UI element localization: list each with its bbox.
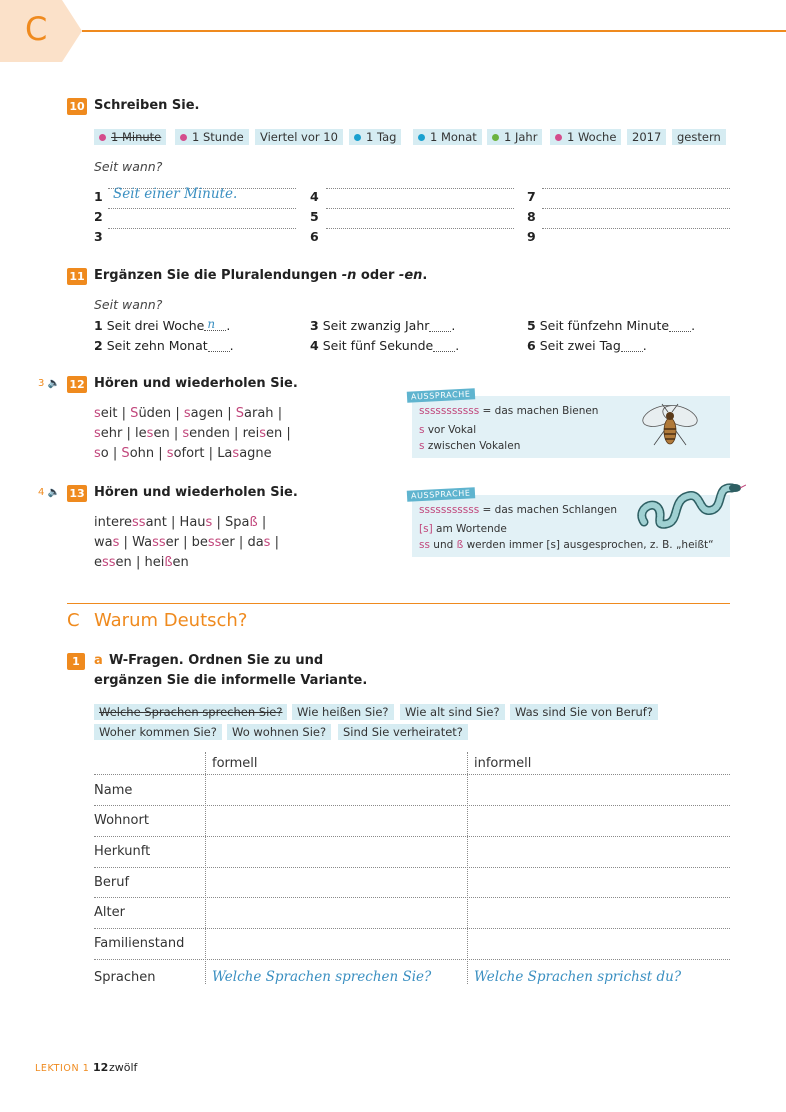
section-c-title: Warum Deutsch? xyxy=(94,610,248,631)
chip-sind-verheiratet[interactable]: Sind Sie verheiratet? xyxy=(338,724,468,740)
chip-was-beruf[interactable]: Was sind Sie von Beruf? xyxy=(510,704,658,720)
header-rule xyxy=(82,30,786,32)
ex11-item-2: 2 Seit zehn Monat . xyxy=(94,338,234,353)
box-line: sssssssssss = das machen Bienen xyxy=(419,405,599,417)
fill-blank[interactable] xyxy=(669,321,691,332)
row-label-sprachen: Sprachen xyxy=(94,970,156,985)
fill-blank[interactable] xyxy=(208,341,230,352)
ex10-question: Seit wann? xyxy=(94,159,163,174)
chip-viertel-vor-10[interactable]: Viertel vor 10 xyxy=(255,129,343,145)
line-number: 5 xyxy=(310,209,319,224)
chip-dot xyxy=(180,134,187,141)
fill-blank[interactable] xyxy=(621,341,643,352)
section-tab-letter: C xyxy=(25,10,48,48)
exercise-12-title: Hören und wiederholen Sie. xyxy=(94,376,298,391)
row-label-familienstand: Familienstand xyxy=(94,936,185,951)
row-label-alter: Alter xyxy=(94,905,125,920)
chip-dot xyxy=(418,134,425,141)
line-number: 7 xyxy=(527,189,536,204)
table-rule xyxy=(94,959,730,960)
box-line: sssssssssss = das machen Schlangen xyxy=(419,504,617,516)
ex11-question: Seit wann? xyxy=(94,297,163,312)
answer-line-2[interactable] xyxy=(108,208,296,209)
answer-line-5[interactable] xyxy=(326,208,514,209)
chip-wie-alt[interactable]: Wie alt sind Sie? xyxy=(400,704,505,720)
exercise-1-title-line1: W-Fragen. Ordnen Sie zu und xyxy=(109,653,324,668)
ex12-row-3: so | Sohn | sofort | Lasagne xyxy=(94,446,272,461)
audio-track-13[interactable]: 4 🔈 xyxy=(38,487,61,498)
ex10-chip-row xyxy=(94,129,734,145)
ex11-item-6: 6 Seit zwei Tag . xyxy=(527,338,647,353)
chip-1-woche[interactable]: 1 Woche xyxy=(550,129,621,145)
chip-1-jahr[interactable]: 1 Jahr xyxy=(487,129,542,145)
exercise-number-10: 10 xyxy=(67,98,87,115)
line-number: 8 xyxy=(527,209,536,224)
chip-1-tag[interactable]: 1 Tag xyxy=(349,129,401,145)
chip-1-minute[interactable]: 1 Minute xyxy=(94,129,166,145)
ex11-item-1: 1 Seit drei Woche n . xyxy=(94,317,231,333)
box-line: ss und ß werden immer [s] ausgesprochen, z. B. „heißt“ xyxy=(419,539,714,551)
line-number: 3 xyxy=(94,229,103,244)
exercise-11-title: Ergänzen Sie die Pluralendungen -n oder -en. xyxy=(94,268,428,283)
exercise-13-title: Hören und wiederholen Sie. xyxy=(94,485,298,500)
chip-2017[interactable]: 2017 xyxy=(627,129,666,145)
chip-dot xyxy=(99,134,106,141)
table-rule xyxy=(94,897,730,898)
chip-wo-wohnen[interactable]: Wo wohnen Sie? xyxy=(227,724,331,740)
box-line: [s] am Wortende xyxy=(419,523,507,535)
footer-page-number: 12 xyxy=(93,1061,109,1074)
footer-page-word: zwölf xyxy=(109,1061,138,1074)
answer-line-8[interactable] xyxy=(542,208,730,209)
line-number: 4 xyxy=(310,189,319,204)
row-label-wohnort: Wohnort xyxy=(94,813,149,828)
footer-lesson: LEKTION 1 xyxy=(35,1063,90,1074)
chip-1-stunde[interactable]: 1 Stunde xyxy=(175,129,249,145)
exercise-number-12: 12 xyxy=(67,376,87,393)
fill-blank[interactable]: n xyxy=(204,320,226,331)
section-tab xyxy=(0,0,84,62)
ex13-row-2: was | Wasser | besser | das | xyxy=(94,535,279,550)
chip-dot xyxy=(354,134,361,141)
answer-line-9[interactable] xyxy=(542,228,730,229)
answer-line-3[interactable] xyxy=(108,228,296,229)
table-divider xyxy=(467,752,468,984)
table-rule xyxy=(94,867,730,868)
column-header-formell: formell xyxy=(212,756,258,771)
chip-dot xyxy=(555,134,562,141)
line-number: 9 xyxy=(527,229,536,244)
chip-dot xyxy=(492,134,499,141)
speaker-icon: 🔈 xyxy=(47,487,61,498)
line-number: 6 xyxy=(310,229,319,244)
pronunciation-tag: AUSSPRACHE xyxy=(407,388,475,403)
chip-welche-sprachen[interactable]: Welche Sprachen sprechen Sie? xyxy=(94,704,287,720)
answer-line-7[interactable] xyxy=(542,188,730,189)
chip-wie-heissen[interactable]: Wie heißen Sie? xyxy=(292,704,394,720)
exercise-number-11: 11 xyxy=(67,268,87,285)
line-number: 2 xyxy=(94,209,103,224)
table-rule xyxy=(94,928,730,929)
row-label-beruf: Beruf xyxy=(94,875,130,890)
answer-line-6[interactable] xyxy=(326,228,514,229)
handwritten-answer-1: Seit einer Minute. xyxy=(113,186,238,202)
exercise-number-13: 13 xyxy=(67,485,87,502)
fill-blank[interactable] xyxy=(429,321,451,332)
pronunciation-tag: AUSSPRACHE xyxy=(407,487,475,502)
box-line: s vor Vokal xyxy=(419,424,477,436)
row-label-herkunft: Herkunft xyxy=(94,844,151,859)
example-formell: Welche Sprachen sprechen Sie? xyxy=(212,969,432,985)
chip-1-monat[interactable]: 1 Monat xyxy=(413,129,482,145)
exercise-number-1: 1 xyxy=(67,653,85,670)
fill-blank[interactable] xyxy=(433,341,455,352)
ex12-row-1: seit | Süden | sagen | Sarah | xyxy=(94,406,283,421)
speaker-icon: 🔈 xyxy=(47,378,61,389)
ex13-row-3: essen | heißen xyxy=(94,555,189,570)
table-rule xyxy=(94,774,730,775)
line-number: 1 xyxy=(94,189,103,204)
ex13-row-1: interessant | Haus | Spaß | xyxy=(94,515,267,530)
box-line: s zwischen Vokalen xyxy=(419,440,521,452)
section-c-rule xyxy=(67,603,730,604)
table-divider xyxy=(205,752,206,984)
audio-track-12[interactable]: 3 🔈 xyxy=(38,378,61,389)
answer-line-4[interactable] xyxy=(326,188,514,189)
row-label-name: Name xyxy=(94,783,133,798)
section-c-letter: C xyxy=(67,610,80,631)
ex11-item-5: 5 Seit fünfzehn Minute . xyxy=(527,318,696,333)
chip-gestern[interactable]: gestern xyxy=(672,129,726,145)
w-questions-table xyxy=(94,752,730,987)
exercise-1-sub: a xyxy=(94,653,103,668)
example-informell: Welche Sprachen sprichst du? xyxy=(474,969,682,985)
column-header-informell: informell xyxy=(474,756,532,771)
snake-icon xyxy=(636,470,746,530)
bee-icon xyxy=(640,401,700,451)
ex1-chip-row-2 xyxy=(94,724,734,740)
chip-woher-kommen[interactable]: Woher kommen Sie? xyxy=(94,724,222,740)
ex11-item-4: 4 Seit fünf Sekunde . xyxy=(310,338,460,353)
table-rule xyxy=(94,836,730,837)
exercise-1-title-line2: ergänzen Sie die informelle Variante. xyxy=(94,673,368,688)
ex11-item-3: 3 Seit zwanzig Jahr . xyxy=(310,318,456,333)
exercise-10-title: Schreiben Sie. xyxy=(94,98,200,113)
ex12-row-2: sehr | lesen | senden | reisen | xyxy=(94,426,291,441)
ex1-chip-row-1 xyxy=(94,704,734,720)
table-rule xyxy=(94,805,730,806)
